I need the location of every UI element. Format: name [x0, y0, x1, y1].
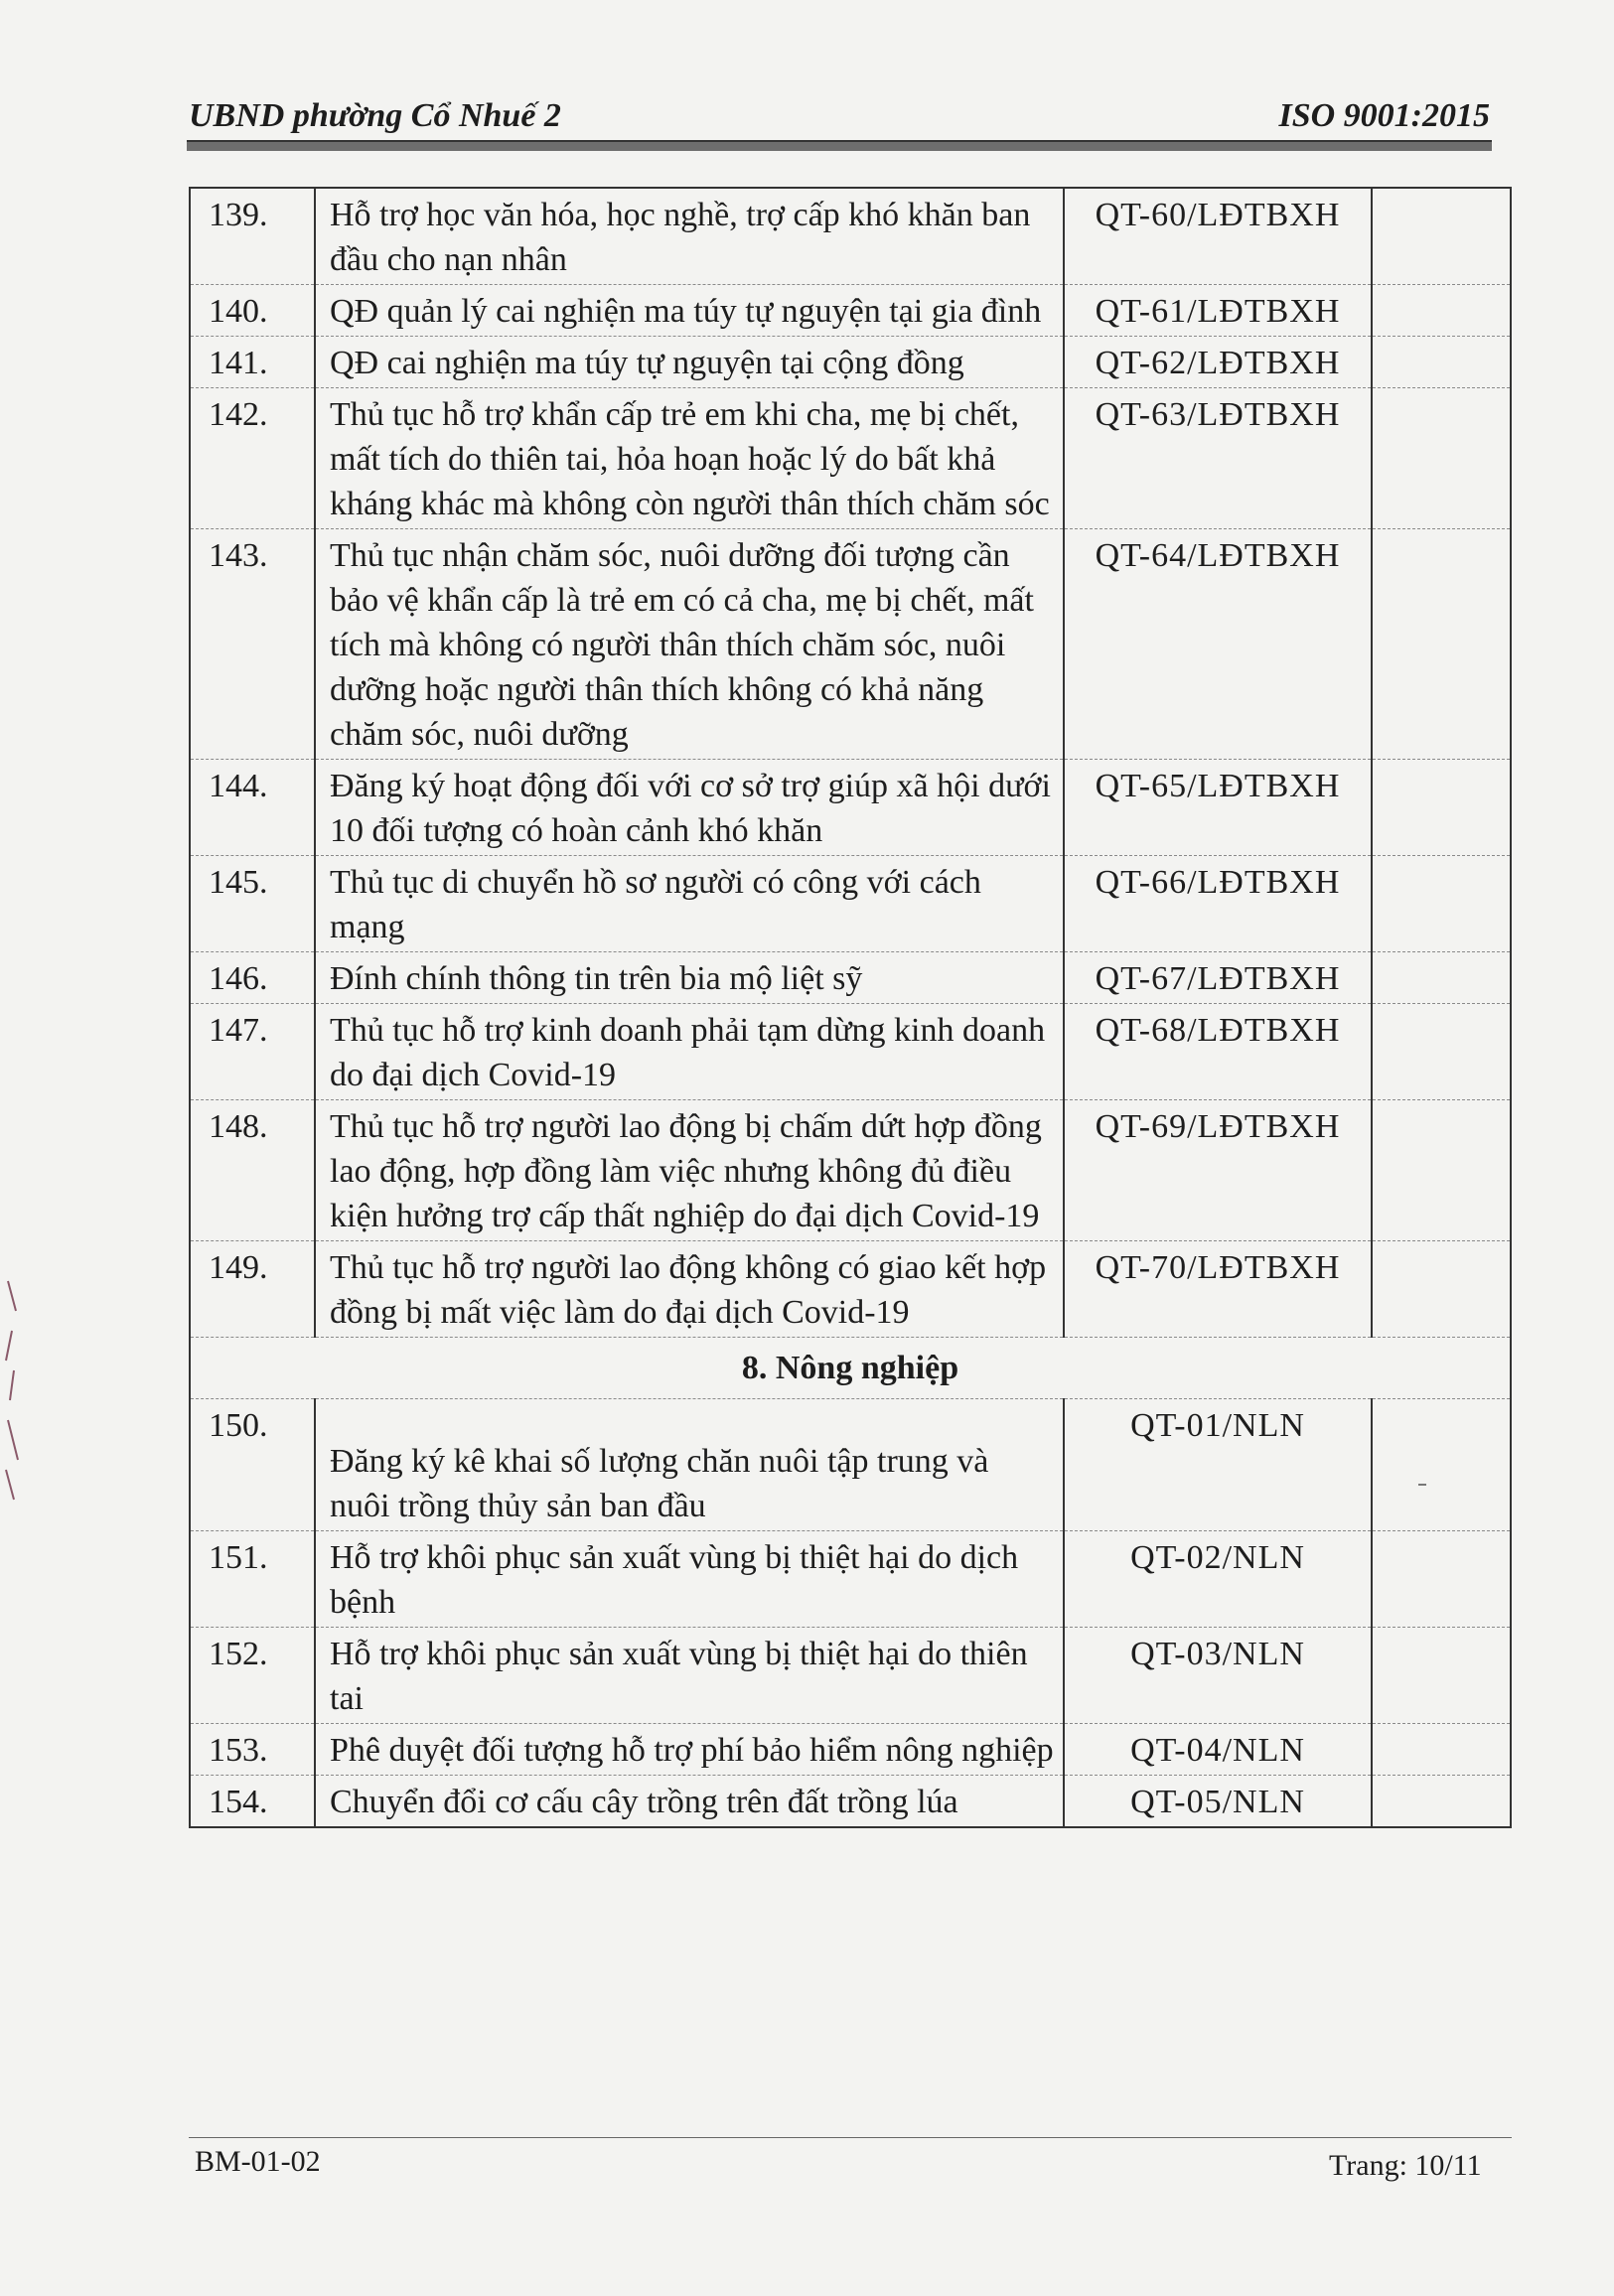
- procedure-code: QT-66/LĐTBXH: [1064, 856, 1372, 952]
- procedure-code: QT-63/LĐTBXH: [1064, 388, 1372, 529]
- footer-rule: [189, 2137, 1512, 2138]
- procedure-name: Thủ tục hỗ trợ kinh doanh phải tạm dừng kinh doanh do đại dịch Covid-19: [315, 1004, 1064, 1100]
- procedure-code: QT-64/LĐTBXH: [1064, 529, 1372, 760]
- edge-stamp-fragment: [2, 1271, 42, 1509]
- header-organization: UBND phường Cổ Nhuế 2: [189, 97, 561, 134]
- table-row: [190, 337, 1511, 388]
- procedure-name: Đăng ký hoạt động đối với cơ sở trợ giúp xã hội dưới 10 đối tượng có hoàn cảnh khó khăn: [315, 760, 1064, 856]
- procedure-name: QĐ cai nghiện ma túy tự nguyện tại cộng đồng: [315, 337, 1064, 388]
- row-number: 139.: [190, 188, 315, 285]
- procedure-code: QT-60/LĐTBXH: [1064, 188, 1372, 285]
- row-number: 145.: [190, 856, 315, 952]
- procedure-name: Đính chính thông tin trên bia mộ liệt sỹ: [315, 952, 1064, 1004]
- table-row: [190, 1724, 1511, 1776]
- procedure-name: Đăng ký kê khai số lượng chăn nuôi tập trung và nuôi trồng thủy sản ban đầu: [315, 1399, 1064, 1531]
- table-row: [190, 1241, 1511, 1338]
- note-cell: [1372, 1776, 1511, 1828]
- row-number: 154.: [190, 1776, 315, 1828]
- table-row: [190, 388, 1511, 529]
- table-row: [190, 760, 1511, 856]
- note-cell: [1372, 856, 1511, 952]
- procedure-name: Phê duyệt đối tượng hỗ trợ phí bảo hiểm nông nghiệp: [315, 1724, 1064, 1776]
- table-row: [190, 856, 1511, 952]
- row-number: 148.: [190, 1100, 315, 1241]
- note-cell: [1372, 1628, 1511, 1724]
- row-number: 153.: [190, 1724, 315, 1776]
- procedure-name: Thủ tục nhận chăm sóc, nuôi dưỡng đối tượng cần bảo vệ khẩn cấp là trẻ em có cả cha, mẹ bị chết, mất tích mà không có người thân thích chăm sóc, nuôi dưỡng hoặc người thân thích không có khả năng chăm sóc, nuôi dưỡng: [315, 529, 1064, 760]
- row-number: 142.: [190, 388, 315, 529]
- row-number: 144.: [190, 760, 315, 856]
- scan-mark: [1418, 1484, 1426, 1486]
- procedure-code: QT-03/NLN: [1064, 1628, 1372, 1724]
- note-cell: [1372, 529, 1511, 760]
- table-row: [190, 1399, 1511, 1531]
- procedure-code: QT-69/LĐTBXH: [1064, 1100, 1372, 1241]
- procedure-name: Chuyển đổi cơ cấu cây trồng trên đất trồng lúa: [315, 1776, 1064, 1828]
- note-cell: [1372, 1241, 1511, 1338]
- note-cell: [1372, 1399, 1511, 1531]
- procedure-name: Hỗ trợ khôi phục sản xuất vùng bị thiệt hại do dịch bệnh: [315, 1531, 1064, 1628]
- row-number: 147.: [190, 1004, 315, 1100]
- table-row: [190, 188, 1511, 285]
- procedure-code: QT-70/LĐTBXH: [1064, 1241, 1372, 1338]
- table-row: [190, 1004, 1511, 1100]
- form-code: BM-01-02: [195, 2145, 321, 2178]
- note-cell: [1372, 285, 1511, 337]
- procedure-name: Thủ tục hỗ trợ khẩn cấp trẻ em khi cha, mẹ bị chết, mất tích do thiên tai, hỏa hoạn hoặc lý do bất khả kháng khác mà không còn người thân thích chăm sóc: [315, 388, 1064, 529]
- row-number: 141.: [190, 337, 315, 388]
- procedure-code: QT-67/LĐTBXH: [1064, 952, 1372, 1004]
- note-cell: [1372, 760, 1511, 856]
- row-number: 152.: [190, 1628, 315, 1724]
- procedure-code: QT-68/LĐTBXH: [1064, 1004, 1372, 1100]
- row-number: 140.: [190, 285, 315, 337]
- page-header: [189, 97, 1490, 145]
- procedure-name: QĐ quản lý cai nghiện ma túy tự nguyện tại gia đình: [315, 285, 1064, 337]
- table-row: [190, 1531, 1511, 1628]
- procedure-name: Thủ tục hỗ trợ người lao động bị chấm dứt hợp đồng lao động, hợp đồng làm việc nhưng không đủ điều kiện hưởng trợ cấp thất nghiệp do đại dịch Covid-19: [315, 1100, 1064, 1241]
- procedure-code: QT-04/NLN: [1064, 1724, 1372, 1776]
- section-row: [190, 1338, 1511, 1399]
- row-number: 143.: [190, 529, 315, 760]
- procedure-name: Hỗ trợ học văn hóa, học nghề, trợ cấp khó khăn ban đầu cho nạn nhân: [315, 188, 1064, 285]
- procedure-code: QT-01/NLN: [1064, 1399, 1372, 1531]
- table-row: [190, 285, 1511, 337]
- page-number: Trang: 10/11: [1329, 2149, 1482, 2182]
- table-row: [190, 529, 1511, 760]
- table-row: [190, 1100, 1511, 1241]
- row-number: 146.: [190, 952, 315, 1004]
- note-cell: [1372, 1724, 1511, 1776]
- note-cell: [1372, 1100, 1511, 1241]
- row-number: 150.: [190, 1399, 315, 1531]
- row-number: 149.: [190, 1241, 315, 1338]
- note-cell: [1372, 952, 1511, 1004]
- procedure-code: QT-61/LĐTBXH: [1064, 285, 1372, 337]
- note-cell: [1372, 188, 1511, 285]
- procedure-name: Thủ tục hỗ trợ người lao động không có giao kết hợp đồng bị mất việc làm do đại dịch Covid-19: [315, 1241, 1064, 1338]
- header-standard: ISO 9001:2015: [1278, 97, 1490, 134]
- table-row: [190, 1776, 1511, 1828]
- procedure-table: [189, 187, 1512, 1828]
- note-cell: [1372, 1004, 1511, 1100]
- note-cell: [1372, 337, 1511, 388]
- procedure-code: QT-02/NLN: [1064, 1531, 1372, 1628]
- procedure-name: Thủ tục di chuyển hồ sơ người có công với cách mạng: [315, 856, 1064, 952]
- procedure-code: QT-62/LĐTBXH: [1064, 337, 1372, 388]
- row-number: 151.: [190, 1531, 315, 1628]
- procedure-code: QT-65/LĐTBXH: [1064, 760, 1372, 856]
- table-row: [190, 1628, 1511, 1724]
- note-cell: [1372, 1531, 1511, 1628]
- table-row: [190, 952, 1511, 1004]
- section-title: 8. Nông nghiệp: [190, 1338, 1511, 1399]
- procedure-code: QT-05/NLN: [1064, 1776, 1372, 1828]
- procedure-name: Hỗ trợ khôi phục sản xuất vùng bị thiệt hại do thiên tai: [315, 1628, 1064, 1724]
- header-rule: [187, 140, 1492, 151]
- note-cell: [1372, 388, 1511, 529]
